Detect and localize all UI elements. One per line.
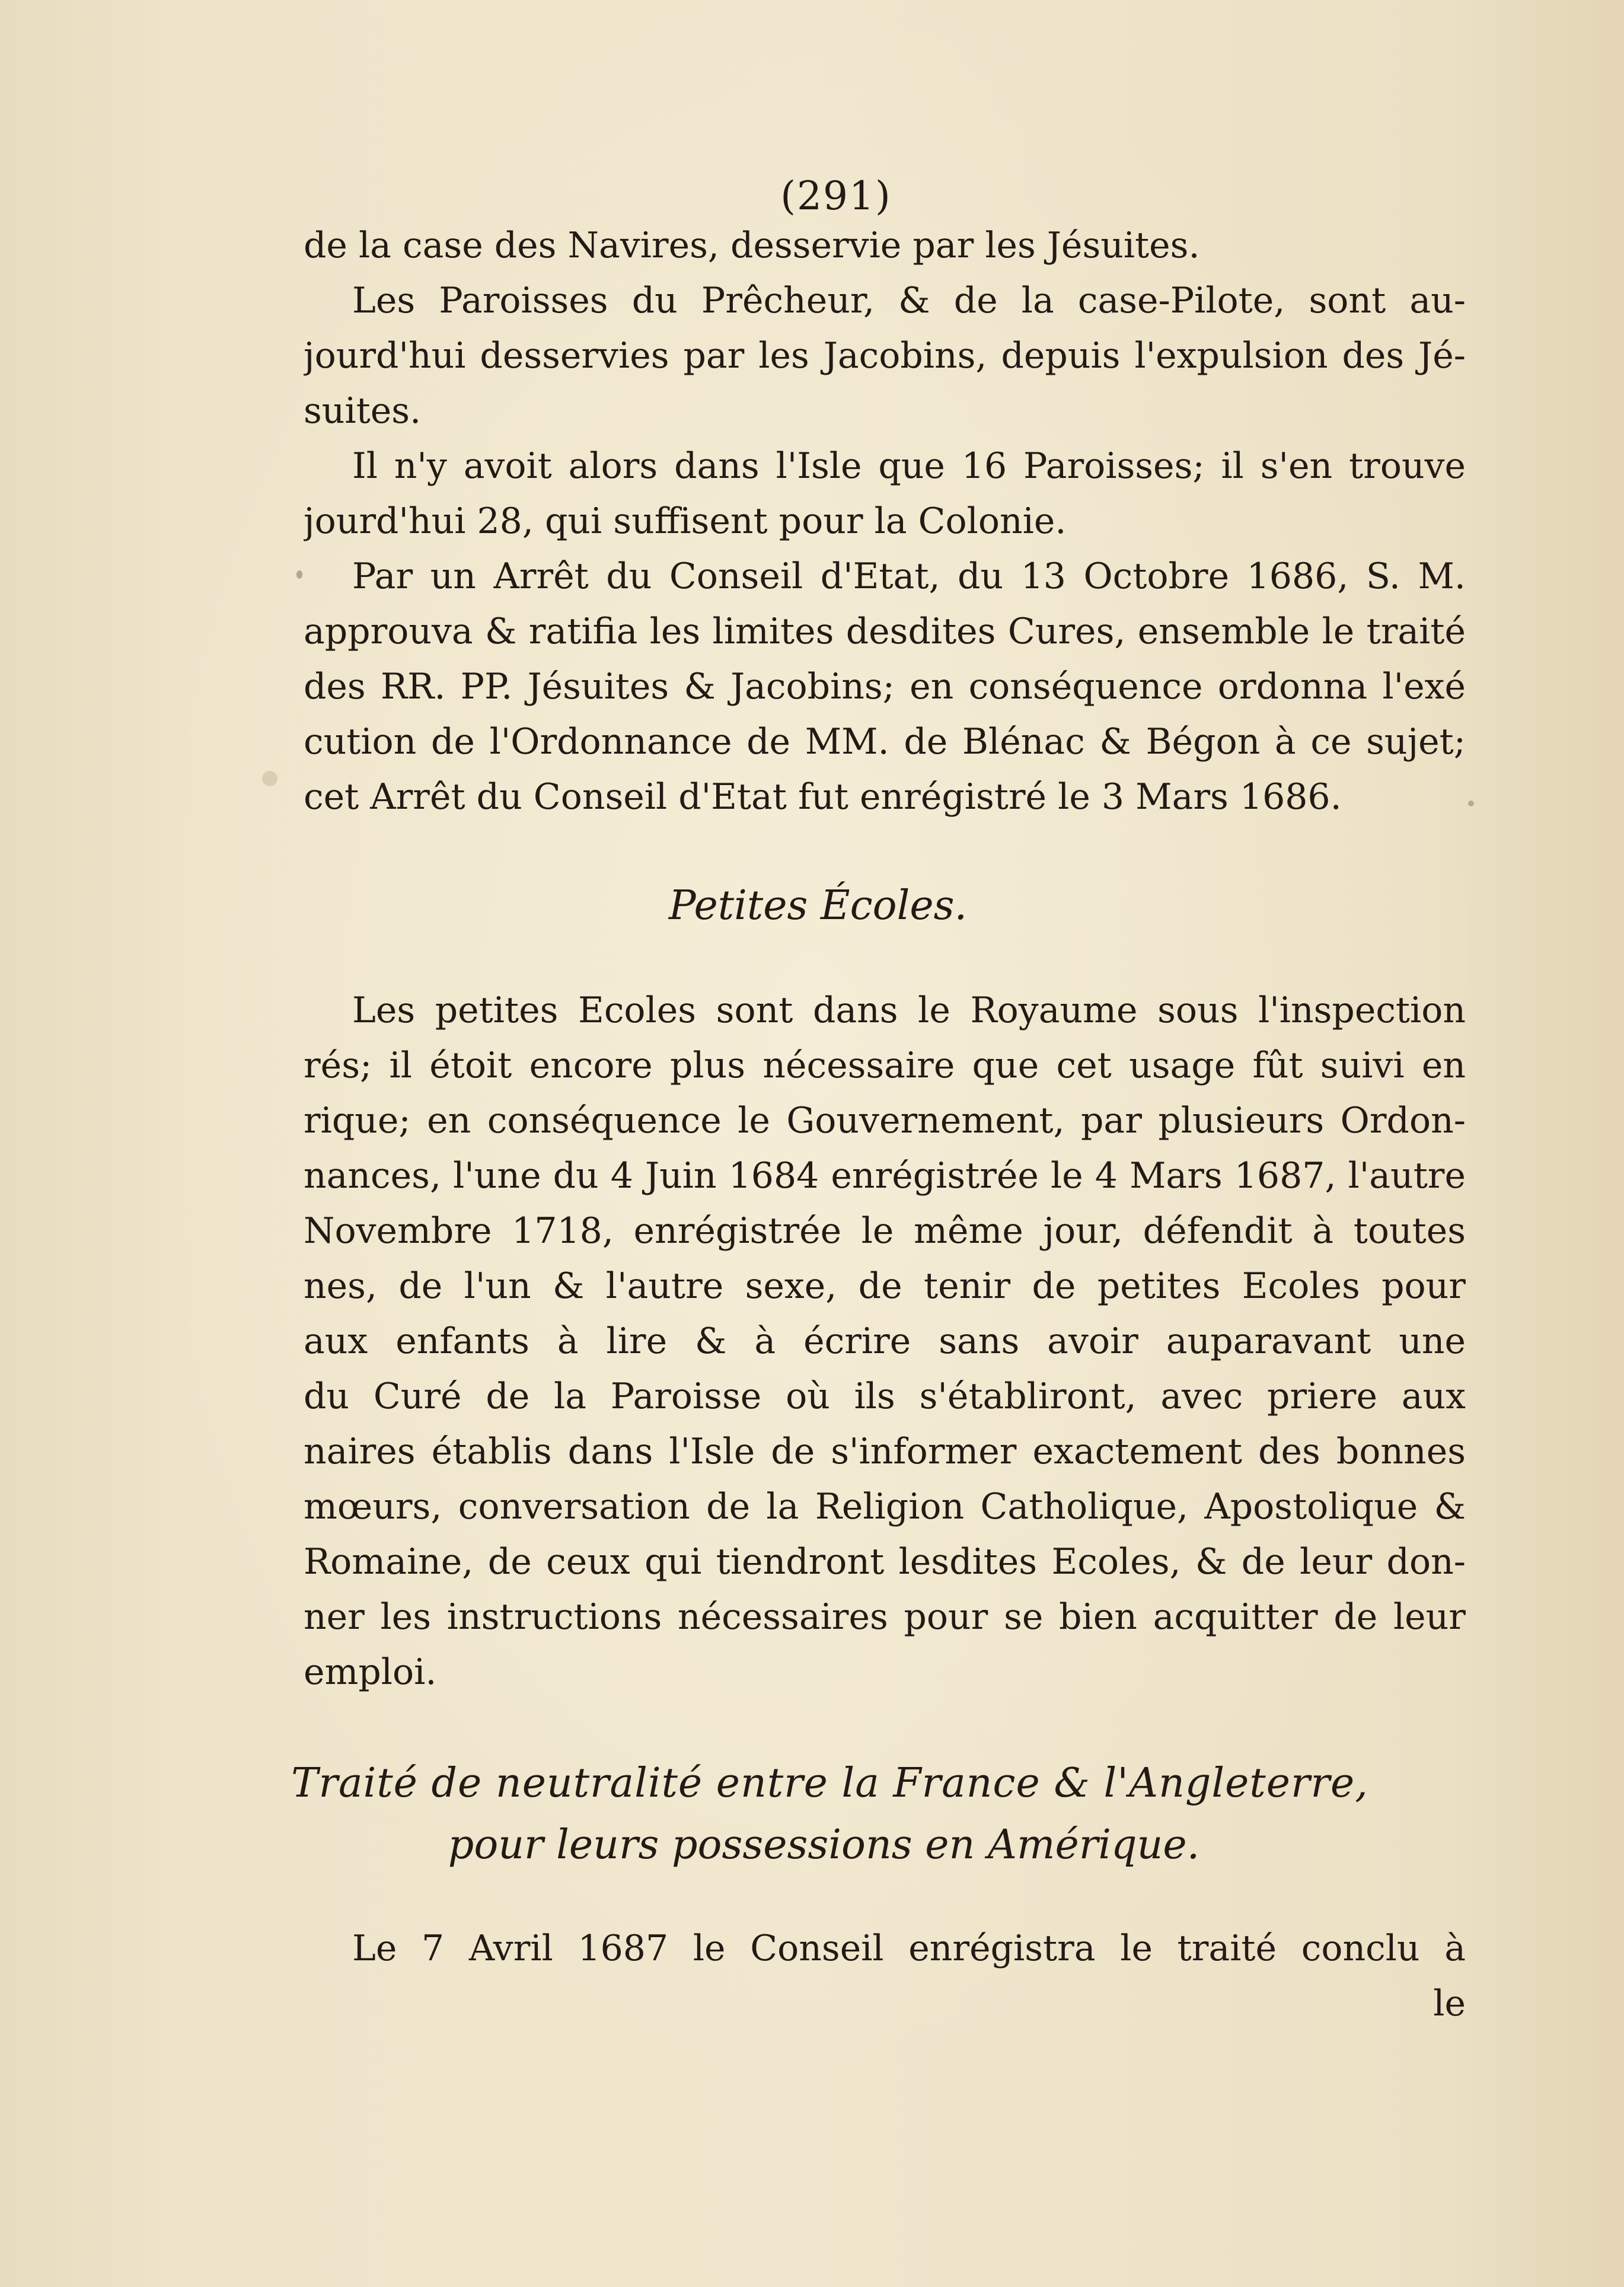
text-line: rés; il étoit encore plus nécessaire que cet usage fût suivi en <box>304 1045 1466 1086</box>
text-line: nances, l'une du 4 Juin 1684 enrégistrée le 4 Mars 1687, l'autre <box>304 1155 1466 1197</box>
text-line: jourd'hui 28, qui suffisent pour la Colonie. <box>304 500 1067 542</box>
text-line: rique; en conséquence le Gouvernement, par plusieurs Ordon- <box>304 1100 1466 1141</box>
text-line: ner les instructions nécessaires pour se bien acquitter de leur <box>304 1596 1466 1638</box>
text-line: naires établis dans l'Isle de s'informer exactement des bonnes <box>304 1431 1466 1472</box>
section-heading-traite-line-2: pour leurs possessions en Amérique. <box>448 1822 1200 1868</box>
text-line: des RR. PP. Jésuites & Jacobins; en conséquence ordonna l'exé <box>304 666 1466 707</box>
ink-blemish <box>1468 800 1474 806</box>
paragraph-petites-ecoles <box>304 983 1466 1700</box>
text-line: aux enfants à lire & à écrire sans avoir auparavant une <box>304 1320 1466 1362</box>
paragraph-paroisses <box>304 218 1466 825</box>
page-number: (291) <box>780 173 892 219</box>
text-line: Le 7 Avril 1687 le Conseil enrégistra le traité conclu à <box>352 1928 1466 1969</box>
text-line: Les petites Ecoles sont dans le Royaume sous l'inspection <box>352 990 1466 1031</box>
text-line: Novembre 1718, enrégistrée le même jour, défendit à toutes <box>304 1210 1466 1252</box>
text-line: Par un Arrêt du Conseil d'Etat, du 13 Octobre 1686, S. M. <box>352 556 1466 597</box>
section-heading-traite-line-1: Traité de neutralité entre la France & l'Angleterre, <box>291 1760 1368 1807</box>
text-line: suites. <box>304 390 422 432</box>
text-line: Les Paroisses du Prêcheur, & de la case-Pilote, sont au- <box>352 280 1466 321</box>
paragraph-traite <box>304 1921 1466 2031</box>
text-line: emploi. <box>304 1651 437 1693</box>
text-line: de la case des Navires, desservie par les Jésuites. <box>304 225 1200 266</box>
section-heading-petites-ecoles: Petites Écoles. <box>668 882 968 929</box>
text-line: Romaine, de ceux qui tiendront lesdites Ecoles, & de leur don- <box>304 1541 1466 1583</box>
text-line: cet Arrêt du Conseil d'Etat fut enrégistré le 3 Mars 1686. <box>304 776 1342 818</box>
text-line: nes, de l'un & l'autre sexe, de tenir de petites Ecoles pour <box>304 1265 1466 1307</box>
ink-blemish <box>296 570 302 579</box>
text-line: mœurs, conversation de la Religion Catholique, Apostolique & <box>304 1486 1466 1527</box>
ink-blemish <box>262 771 277 786</box>
text-line: du Curé de la Paroisse où ils s'établiront, avec priere aux <box>304 1376 1466 1417</box>
text-line: cution de l'Ordonnance de MM. de Blénac & Bégon à ce sujet; <box>304 721 1466 763</box>
text-line: approuva & ratifia les limites desdites Cures, ensemble le traité <box>304 611 1466 652</box>
text-line: Il n'y avoit alors dans l'Isle que 16 Paroisses; il s'en trouve <box>352 445 1466 487</box>
text-line: jourd'hui desservies par les Jacobins, depuis l'expulsion des Jé- <box>304 335 1466 377</box>
catchword: le <box>1433 1983 1466 2024</box>
